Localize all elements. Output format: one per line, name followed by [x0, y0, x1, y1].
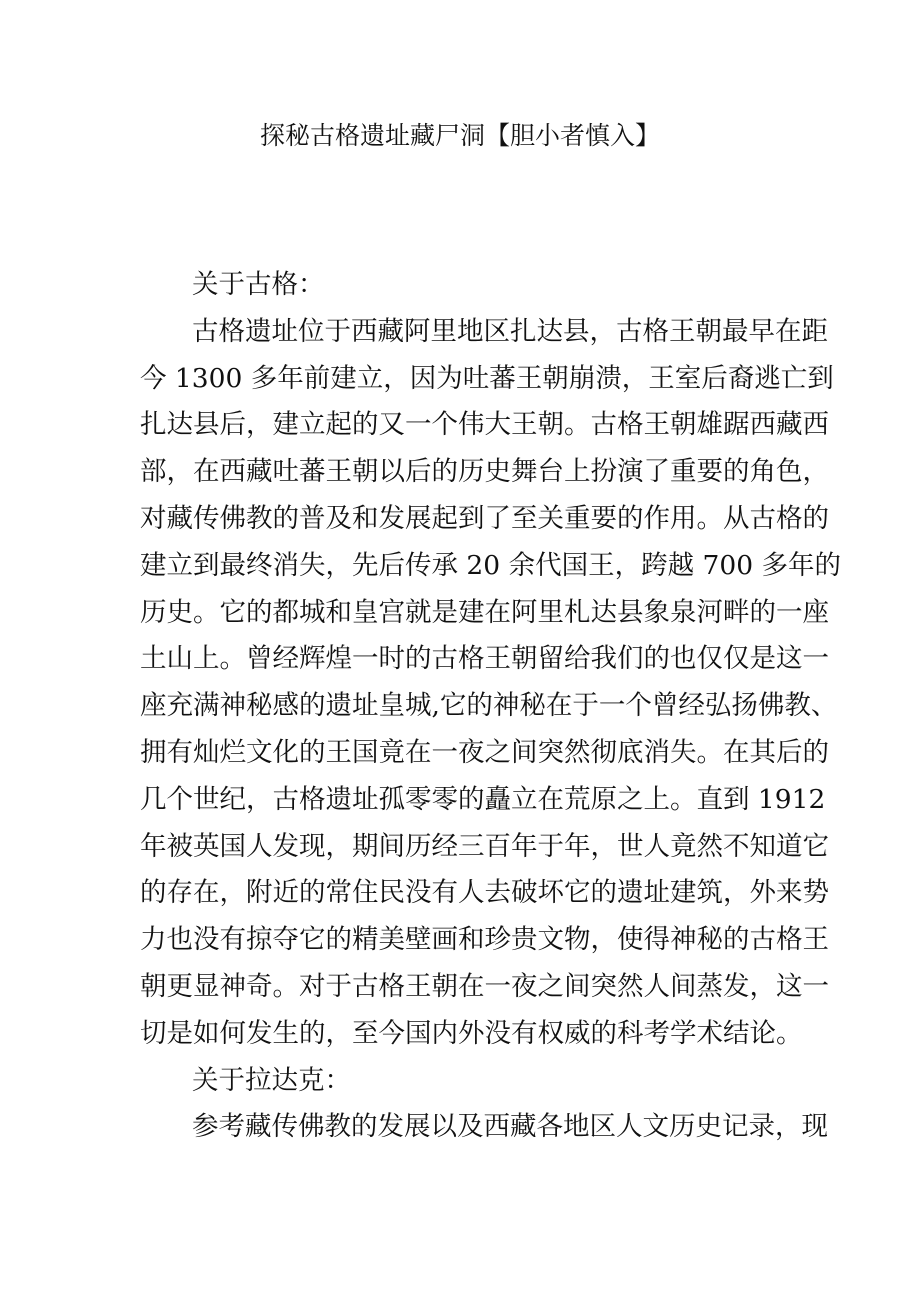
paragraph-line: 切是如何发生的，至今国内外没有权威的科考学术结论。: [140, 1017, 803, 1049]
paragraph-line: 土山上。曾经辉煌一时的古格王朝留给我们的也仅仅是这一: [140, 643, 829, 675]
paragraph-line: 对藏传佛教的普及和发展起到了至关重要的作用。从古格的: [140, 502, 829, 534]
document-title: 探秘古格遗址藏尸洞【胆小者慎入】: [259, 121, 660, 150]
paragraph-line: 今 1300 多年前建立，因为吐蕃王朝崩溃，王室后裔逃亡到: [140, 362, 834, 394]
paragraph-guge: [140, 309, 841, 1058]
paragraph-line: 力也没有掠夺它的精美壁画和珍贵文物，使得神秘的古格王: [140, 924, 829, 956]
paragraph-line: 历史。它的都城和皇宫就是建在阿里札达县象泉河畔的一座: [140, 596, 829, 628]
paragraph-line: 座充满神秘感的遗址皇城,它的神秘在于一个曾经弘扬佛教、: [140, 690, 838, 722]
paragraph-line: 古格遗址位于西藏阿里地区扎达县，古格王朝最早在距: [192, 315, 828, 347]
paragraph-line: 部，在西藏吐蕃王朝以后的历史舞台上扮演了重要的角色，: [140, 456, 829, 488]
paragraph-line: 朝更显神奇。对于古格王朝在一夜之间突然人间蒸发，这一: [140, 970, 829, 1002]
paragraph-ladakh: [140, 1104, 828, 1151]
paragraph-line: 扎达县后，建立起的又一个伟大王朝。古格王朝雄踞西藏西: [140, 409, 829, 441]
paragraph-line: 建立到最终消失，先后传承 20 余代国王，跨越 700 多年的: [140, 549, 841, 581]
paragraph-line: 几个世纪，古格遗址孤零零的矗立在荒原之上。直到 1912: [140, 783, 826, 815]
section-heading-ladakh: 关于拉达克：: [192, 1064, 351, 1096]
paragraph-line: 参考藏传佛教的发展以及西藏各地区人文历史记录，现: [192, 1111, 828, 1143]
section-heading-guge: 关于古格：: [192, 269, 325, 300]
paragraph-line: 拥有灿烂文化的王国竟在一夜之间突然彻底消失。在其后的: [140, 736, 829, 768]
document-body: [140, 262, 841, 1151]
paragraph-line: 年被英国人发现，期间历经三百年于年，世人竟然不知道它: [140, 830, 829, 862]
paragraph-line: 的存在，附近的常住民没有人去破坏它的遗址建筑，外来势: [140, 877, 829, 909]
